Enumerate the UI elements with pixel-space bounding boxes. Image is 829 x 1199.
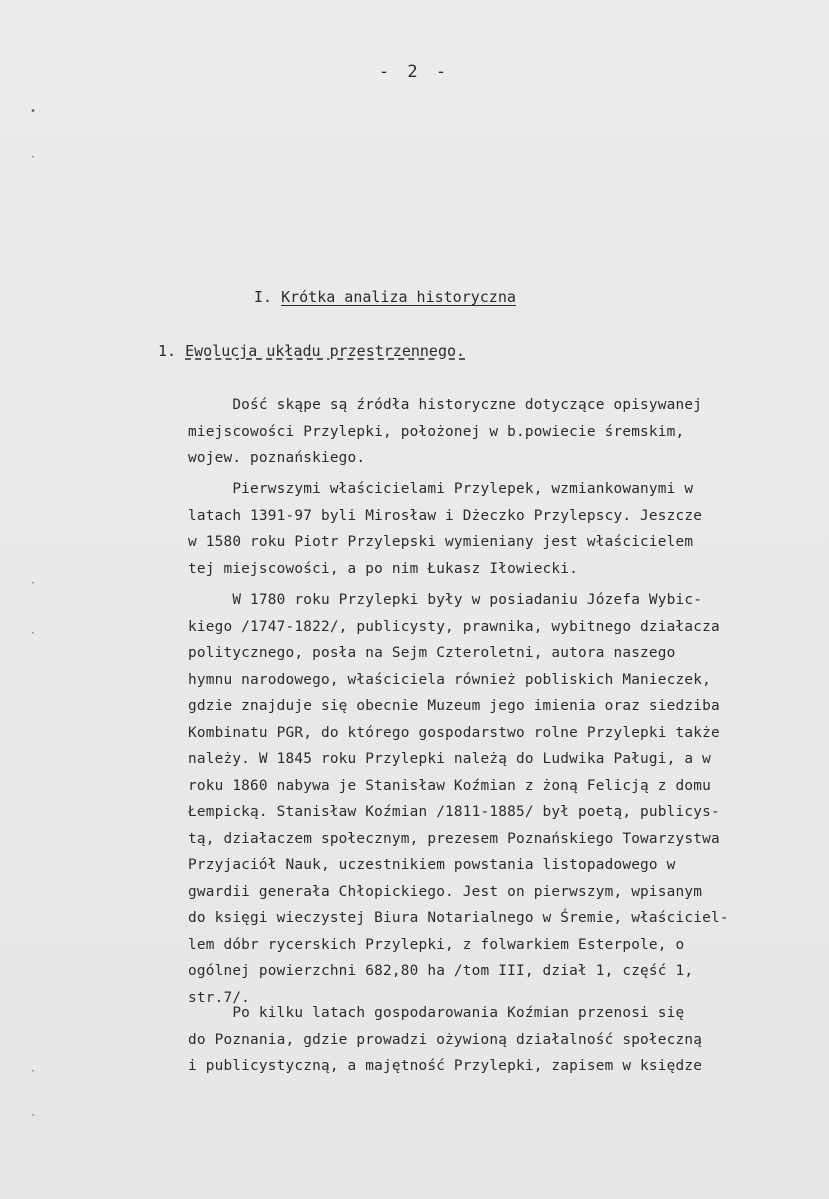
text-line: gdzie znajduje się obecnie Muzeum jego imienia oraz siedziba: [188, 698, 720, 714]
text-line: miejscowości Przylepki, położonej w b.powiecie śremskim,: [188, 423, 685, 440]
margin-mark: ·: [30, 578, 37, 589]
text-line: kiego /1747-1822/, publicysty, prawnika, wybitnego działacza: [188, 618, 720, 635]
text-line: do Poznania, gdzie prowadzi ożywioną działalność społeczną: [188, 1031, 703, 1048]
section-number: I.: [254, 288, 273, 306]
text-line: latach 1391-97 byli Mirosław i Dżeczko Przylepscy. Jeszcze: [188, 507, 703, 524]
text-line: tą, działaczem społecznym, prezesem Poznańskiego Towarzystwa: [188, 830, 720, 847]
text-line: Łempicką. Stanisław Koźmian /1811-1885/ był poetą, publicys-: [188, 804, 720, 820]
text-line: należy. W 1845 roku Przylepki należą do Ludwika Paługi, a w: [188, 751, 711, 767]
text-line: gwardii generała Chłopickiego. Jest on pierwszym, wpisanym: [188, 883, 703, 900]
text-line: wojew. poznańskiego.: [188, 450, 366, 466]
subsection-heading: [158, 342, 465, 360]
margin-mark: ·: [30, 1066, 37, 1077]
text-line: Dość skąpe są źródła historyczne dotyczące opisywanej: [188, 397, 703, 413]
text-line: str.7/.: [188, 989, 251, 1006]
margin-mark: •: [30, 106, 37, 117]
section-heading: [254, 288, 516, 306]
text-line: Po kilku latach gospodarowania Koźmian przenosi się: [188, 1005, 685, 1021]
text-line: tej miejscowości, a po nim Łukasz Iłowiecki.: [188, 560, 579, 577]
text-line: roku 1860 nabywa je Stanisław Koźmian z żoną Felicją z domu: [188, 777, 711, 794]
text-line: hymnu narodowego, właściciela również pobliskich Manieczek,: [188, 671, 711, 688]
text-line: w 1580 roku Piotr Przylepski wymieniany jest właścicielem: [188, 534, 694, 550]
paragraph-wybicki-kozmian: [188, 587, 818, 1011]
text-line: lem dóbr rycerskich Przylepki, z folwarkiem Esterpole, o: [188, 936, 685, 953]
page-number: - 2 -: [378, 62, 451, 82]
text-line: W 1780 roku Przylepki były w posiadaniu Józefa Wybic-: [188, 592, 703, 608]
subsection-title: Ewolucja układu przestrzennego.: [185, 342, 466, 360]
margin-mark: ·: [30, 152, 37, 163]
text-line: Pierwszymi właścicielami Przylepek, wzmiankowanymi w: [188, 481, 694, 497]
margin-mark: ·: [30, 1110, 37, 1121]
subsection-number: 1.: [158, 342, 177, 360]
paragraph-poznan: [188, 1000, 818, 1080]
text-line: i publicystyczną, a majętność Przylepki, zapisem w księdze: [188, 1058, 703, 1074]
text-line: do księgi wieczystej Biura Notarialnego w Śremie, właściciel-: [188, 910, 729, 926]
paragraph-first-owners: [188, 476, 818, 582]
text-line: ogólnej powierzchni 682,80 ha /tom III, dział 1, część 1,: [188, 963, 694, 979]
text-line: Kombinatu PGR, do którego gospodarstwo rolne Przylepki także: [188, 724, 720, 741]
text-line: politycznego, posła na Sejm Czteroletni, autora naszego: [188, 645, 676, 661]
section-title: Krótka analiza historyczna: [281, 288, 516, 306]
text-line: Przyjaciół Nauk, uczestnikiem powstania listopadowego w: [188, 857, 676, 873]
paragraph-intro: [188, 392, 818, 472]
margin-mark: ·: [30, 628, 37, 639]
